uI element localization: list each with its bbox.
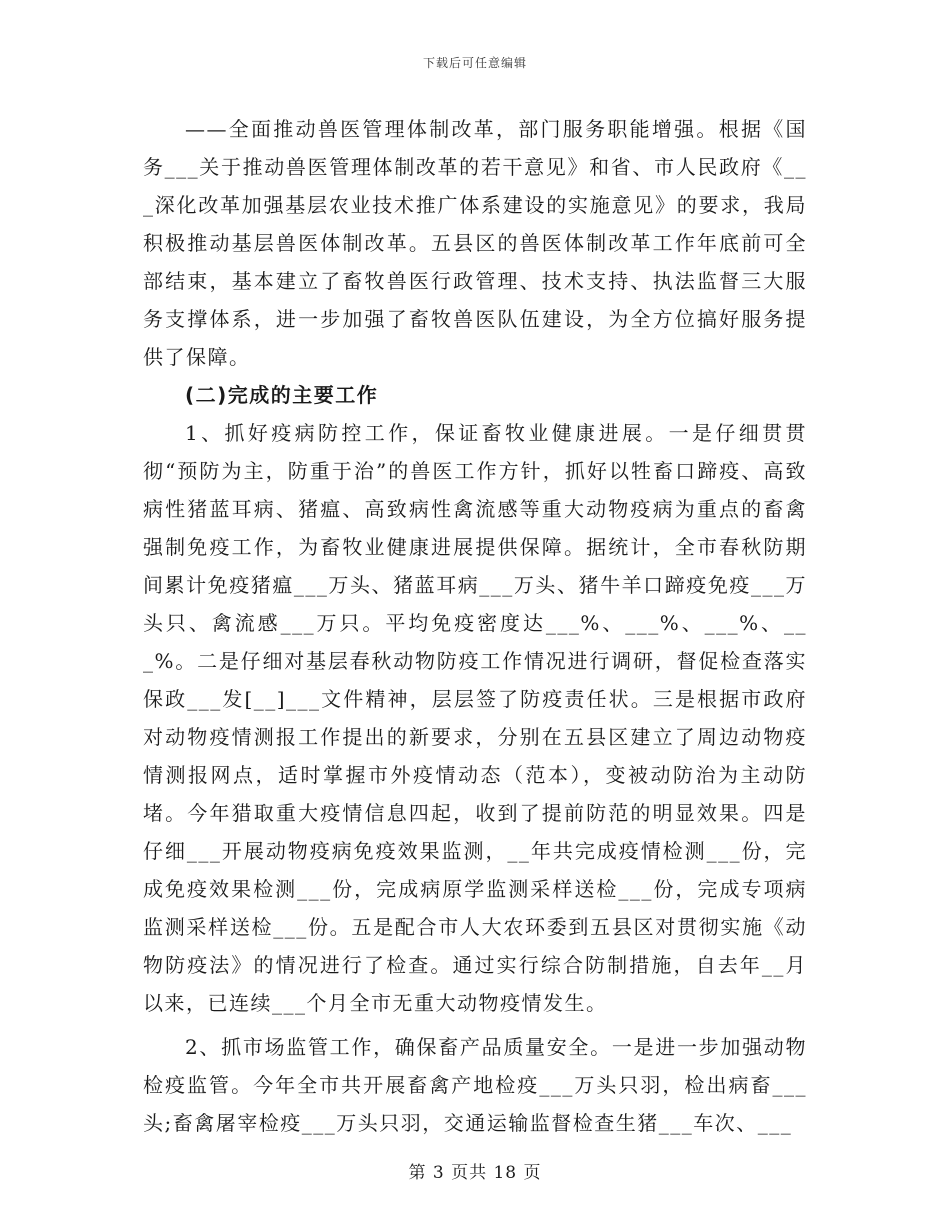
paragraph-market-supervision: 2、抓市场监管工作，确保畜产品质量安全。一是进一步加强动物检疫监管。今年全市共开展畜禽产地检疫___万头只羽，检出病畜___头;畜禽屠宰检疫___万头只羽，交通运输监督检查生猪___车次、___	[143, 1035, 807, 1135]
document-body	[143, 110, 807, 1142]
paragraph-disease-control: 1、抓好疫病防控工作，保证畜牧业健康进展。一是仔细贯贯彻“预防为主，防重于治”的兽医工作方针，抓好以牲畜口蹄疫、高致病性猪蓝耳病、猪瘟、高致病性禽流感等重大动物疫病为重点的畜禽强制免疫工作，为畜牧业健康进展提供保障。据统计，全市春秋防期间累计免疫猪瘟___万头、猪蓝耳病___万头、猪牛羊口蹄疫免疫___万头只、禽流感___万只。平均免疫密度达___%、___%、___%、___%。二是仔细对基层春秋动物防疫工作情况进行调研，督促检查落实保政___发[__]___文件精神，层层签了防疫责任状。三是根据市政府对动物疫情测报工作提出的新要求，分别在五县区建立了周边动物疫情测报网点，适时掌握市外疫情动态（范本），变被动防治为主动防堵。今年猎取重大疫情信息四起，收到了提前防范的明显效果。四是仔细___开展动物疫病免疫效果监测，__年共完成疫情检测___份，完成免疫效果检测___份，完成病原学监测采样送检___份，完成专项病监测采样送检___份。五是配合市人大农环委到五县区对贯彻实施《动物防疫法》的情况进行了检查。通过实行综合防制措施，自去年__月以来，已连续___个月全市无重大动物疫情发生。	[143, 421, 807, 1015]
section-title: (二)完成的主要工作	[185, 383, 379, 407]
paragraph-reform: ——全面推动兽医管理体制改革，部门服务职能增强。根据《国务___关于推动兽医管理体制改革的若干意见》和省、市人民政府《___深化改革加强基层农业技术推广体系建设的实施意见》的要求，我局积极推动基层兽医体制改革。五县区的兽医体制改革工作年底前可全部结束，基本建立了畜牧兽医行政管理、技术支持、执法监督三大服务支撑体系，进一步加强了畜牧兽医队伍建设，为全方位搞好服务提供了保障。	[143, 117, 807, 369]
page-footer: 第 3 页共 18 页	[408, 1163, 542, 1183]
page-header: 下载后可任意编辑	[422, 56, 527, 70]
